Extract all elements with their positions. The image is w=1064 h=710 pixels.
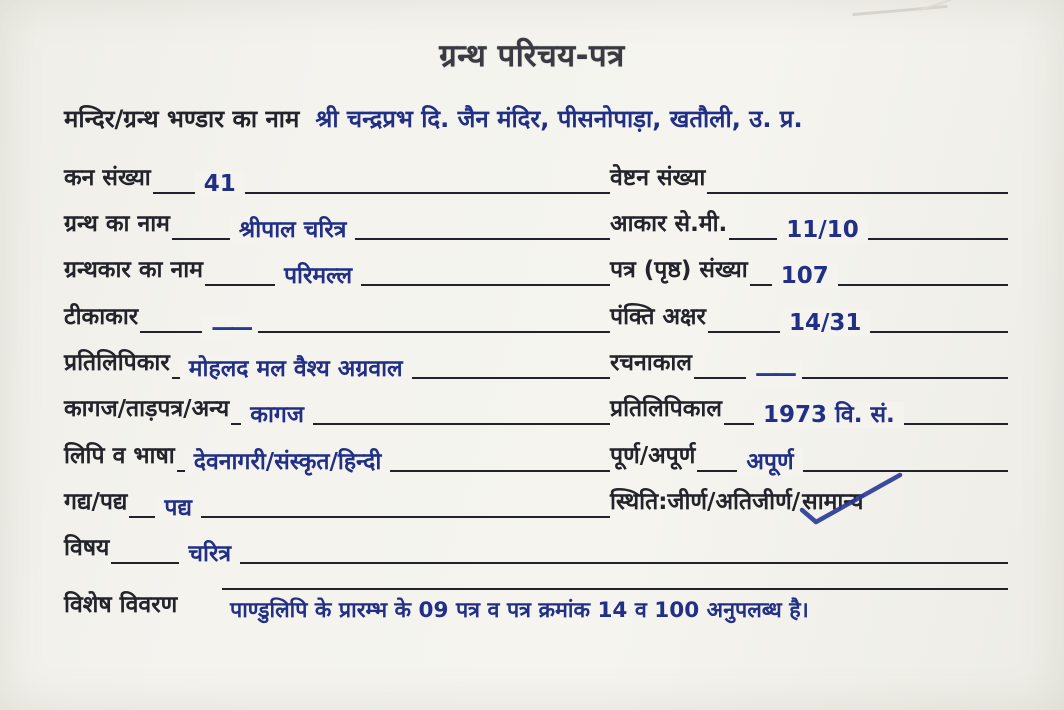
author-name-field — [64, 252, 610, 289]
size-field — [610, 206, 1008, 243]
form-row — [64, 148, 1008, 197]
field-label: पत्र (पृष्ठ) संख्या — [610, 257, 748, 283]
field-value: 11/10 — [777, 217, 867, 243]
field-value: श्रीपाल चरित्र — [230, 217, 356, 243]
field-label: टीकाकार — [64, 304, 139, 330]
field-label: सामान्य — [802, 489, 864, 515]
card-title: ग्रन्थ परिचय-पत्र — [439, 38, 625, 74]
field-label: पंक्ति अक्षर — [610, 304, 706, 330]
field-line — [205, 262, 610, 289]
field-label: गद्य/पद्य — [64, 489, 128, 515]
special-details-row — [64, 564, 1008, 644]
field-line — [231, 401, 610, 428]
field-value: मोहलद मल वैश्य अग्रवाल — [180, 356, 412, 382]
lines-letters-field — [610, 299, 1008, 336]
field-value: पद्य — [155, 495, 201, 521]
condition-field — [610, 484, 1008, 518]
prose-verse-field — [64, 484, 610, 521]
field-label: प्रतिलिपिकार — [64, 350, 170, 376]
field-label: रचनाकाल — [610, 350, 692, 376]
material-field — [64, 391, 610, 428]
field-value: —— — [202, 315, 258, 341]
form-row — [64, 472, 1008, 521]
page-count-field — [610, 252, 1008, 289]
field-value: पाण्डुलिपि के प्रारम्भ के 09 पत्र व पत्र क्रमांक 14 व 100 अनुपलब्ध है। — [230, 598, 809, 623]
field-value: 41 — [195, 171, 245, 197]
copy-date-field — [610, 391, 1008, 428]
field-label: पूर्ण/अपूर्ण — [610, 443, 696, 469]
script-language-field — [64, 438, 610, 475]
field-value: 14/31 — [780, 310, 870, 336]
composition-date-field — [610, 345, 1008, 387]
field-line — [750, 262, 1008, 289]
complete-incomplete-field — [610, 438, 1008, 475]
field-value: परिमल्ल — [275, 263, 361, 289]
field-label: कागज/ताड़पत्र/अन्य — [64, 396, 230, 422]
field-value: कागज — [241, 402, 313, 428]
field-label: स्थिति:जीर्ण/अतिजीर्ण/ — [610, 489, 801, 515]
field-value: 107 — [772, 263, 838, 289]
form-row — [64, 333, 1008, 387]
field-label: प्रतिलिपिकाल — [610, 396, 722, 422]
condition-checked-option — [802, 484, 865, 518]
form-row — [64, 287, 1008, 341]
field-value: अपूर्ण — [737, 449, 802, 475]
serial-number-field — [64, 160, 610, 197]
field-label: वेष्टन संख्या — [610, 165, 706, 191]
copyist-field — [64, 345, 610, 382]
field-value: 1973 वि. सं. — [754, 402, 904, 428]
field-label: ग्रन्थ का नाम — [64, 211, 170, 237]
field-label: आकार से.मी. — [610, 211, 728, 237]
field-line — [724, 401, 1008, 428]
commentator-field — [64, 299, 610, 341]
form-row — [64, 240, 1008, 289]
form-row — [64, 194, 1008, 243]
field-label: विषय — [64, 535, 110, 561]
bundle-number-field — [610, 160, 1008, 194]
field-label: लिपि व भाषा — [64, 443, 175, 469]
field-value: चरित्र — [179, 541, 240, 567]
field-value: —— — [746, 361, 802, 387]
field-label: कन संख्या — [64, 165, 151, 191]
book-name-field — [64, 206, 610, 243]
subject-field — [64, 530, 1008, 567]
field-label: ग्रन्थकार का नाम — [64, 257, 203, 283]
field-line — [222, 588, 1008, 590]
form-row — [64, 426, 1008, 475]
temple-name-value: श्री चन्द्रप्रभ दि. जैन मंदिर, पीसनोपाड़ा, खतौली, उ. प्र. — [315, 105, 803, 133]
subject-row — [64, 518, 1008, 567]
form-row — [64, 379, 1008, 428]
field-value: देवनागरी/संस्कृत/हिन्दी — [185, 449, 391, 475]
temple-name-row — [64, 102, 1034, 135]
temple-name-label: मन्दिर/ग्रन्थ भण्डार का नाम — [64, 105, 300, 133]
field-label: विशेष विवरण — [64, 592, 178, 618]
